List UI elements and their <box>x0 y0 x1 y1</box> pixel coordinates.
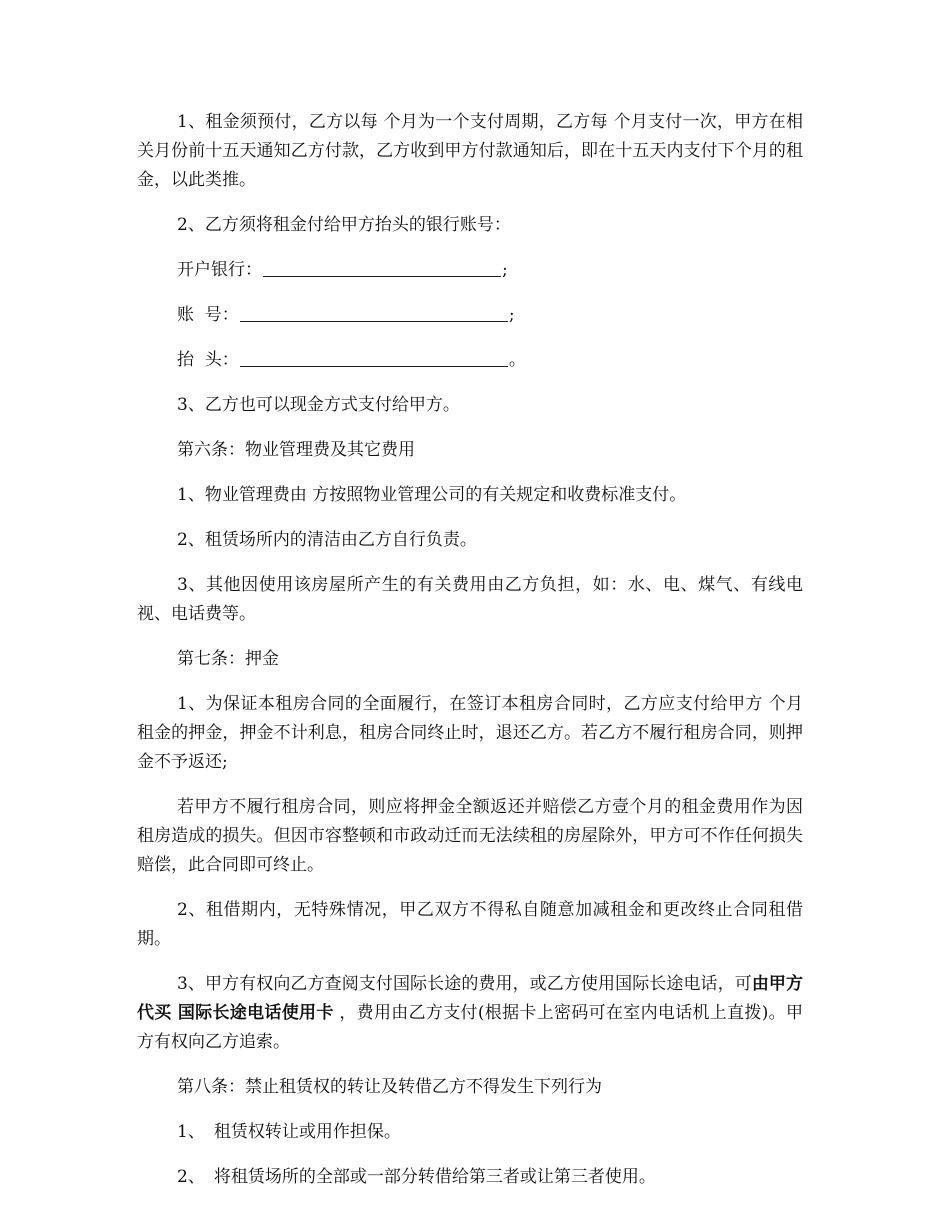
holder-blank-line <box>240 348 508 367</box>
article-8-item-1 <box>137 1118 803 1147</box>
clause-3-text-start: 3、甲方有权向乙方查阅支付国际长途的费用，或乙方使用国际长途电话，可 <box>177 974 752 994</box>
clause-3-text-end: ，费用由乙方支付(根据卡上密码可在室内电话机上直拨)。甲方有权向乙方追索。 <box>137 1003 803 1052</box>
payment-clause-2: 2、乙方须将租金付给甲方抬头的银行账号： <box>177 215 511 235</box>
bank-field <box>177 256 803 285</box>
article-6-clause-1: 1、物业管理费由 方按照物业管理公司的有关规定和收费标准支付。 <box>177 485 687 505</box>
article-8-item-2 <box>137 1163 803 1192</box>
holder-label: 抬 头： <box>177 350 239 370</box>
account-end: ; <box>508 305 515 325</box>
clause-3-bold-text: 由甲方代买 国际长途电话使用卡 <box>137 974 803 1023</box>
article-7-heading: 第七条：押金 <box>177 649 279 669</box>
bank-end: ; <box>502 260 508 280</box>
bank-label: 开户银行： <box>177 260 262 280</box>
item-2-text: 将租赁场所的全部或一部分转借给第三者或让第三者使用。 <box>213 1167 656 1187</box>
holder-field <box>177 346 803 375</box>
item-1-number: 1、 <box>177 1122 205 1142</box>
holder-end: 。 <box>508 350 526 370</box>
document-page <box>137 108 803 1208</box>
account-field <box>177 301 803 330</box>
payment-clause-3: 3、乙方也可以现金方式支付给甲方。 <box>177 395 460 415</box>
payment-clause-1: 1、租金须预付，乙方以每 个月为一个支付周期，乙方每 个月支付一次，甲方在相关月份前十五天通知乙方付款，乙方收到甲方付款通知后，即在十五天内支付下个月的租金，以此类推。 <box>137 112 803 190</box>
account-blank-line <box>240 303 508 322</box>
article-6-clause-3: 3、其他因使用该房屋所产生的有关费用由乙方负担，如：水、电、煤气、有线电视、电话费等。 <box>137 575 803 624</box>
article-6-clause-2: 2、租赁场所内的清洁由乙方自行负责。 <box>177 530 477 550</box>
article-7-clause-1: 1、为保证本租房合同的全面履行，在签订本租房合同时，乙方应支付给甲方 个月租金的押金，押金不计利息，租房合同终止时，退还乙方。若乙方不履行租房合同，则押金不予返还; <box>137 694 803 772</box>
item-1-text: 租赁权转让或用作担保。 <box>213 1122 401 1142</box>
bank-blank-line <box>263 258 501 277</box>
article-7-clause-2: 2、租借期内，无特殊情况，甲乙双方不得私自随意加减租金和更改终止合同租借期。 <box>137 900 803 949</box>
article-7-clause-1-continued: 若甲方不履行租房合同，则应将押金全额返还并赔偿乙方壹个月的租金费用作为因租房造成的损失。但因市容整顿和市政动迁而无法续租的房屋除外，甲方可不作任何损失赔偿，此合同即可终止。 <box>137 797 803 875</box>
article-8-heading: 第八条：禁止租赁权的转让及转借乙方不得发生下列行为 <box>177 1077 602 1097</box>
article-6-heading: 第六条：物业管理费及其它费用 <box>177 440 415 460</box>
account-label: 账 号： <box>177 305 239 325</box>
item-2-number: 2、 <box>177 1167 205 1187</box>
article-7-clause-3 <box>137 970 803 1057</box>
